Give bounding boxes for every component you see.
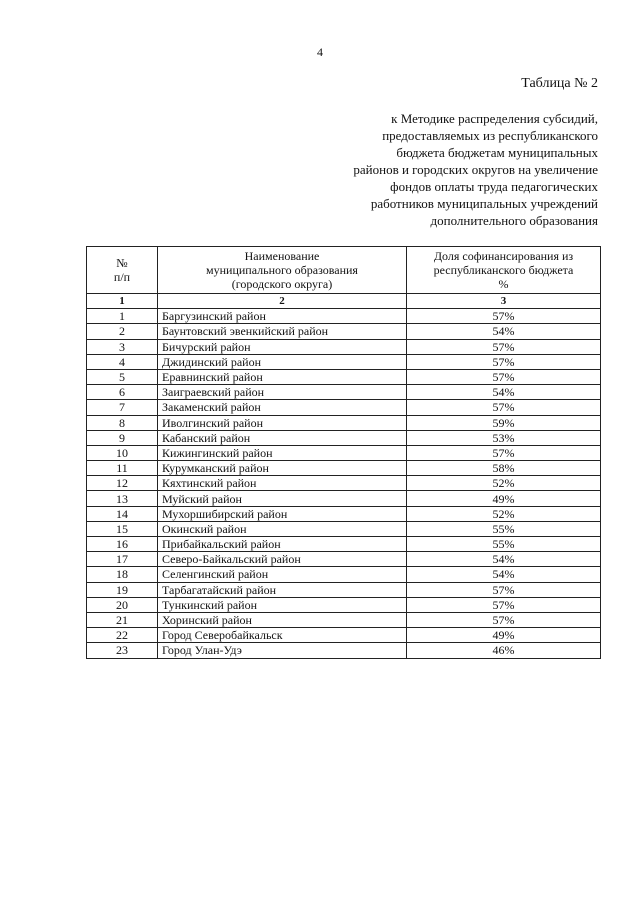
table-row [87,643,601,658]
table-row [87,309,601,324]
table-row [87,354,601,369]
row-municipality: Окинский район [158,521,407,536]
table-row [87,339,601,354]
row-municipality: Селенгинский район [158,567,407,582]
row-municipality: Кабанский район [158,430,407,445]
row-number: 4 [87,354,158,369]
header-number-line: п/п [113,270,131,284]
row-share: 53% [407,430,601,445]
row-municipality: Тарбагатайский район [158,582,407,597]
column-index: 2 [158,294,407,309]
header-municipality-line: муниципального образования [206,263,358,277]
column-index: 3 [407,294,601,309]
row-share: 54% [407,552,601,567]
row-municipality: Хоринский район [158,612,407,627]
row-number: 17 [87,552,158,567]
table-row [87,537,601,552]
header-number [87,247,158,294]
appendix-line: дополнительного образования [430,213,598,228]
row-share: 46% [407,643,601,658]
table-row [87,476,601,491]
header-municipality-line: Наименование [244,249,320,263]
row-number: 21 [87,612,158,627]
row-number: 14 [87,506,158,521]
row-municipality: Город Северобайкальск [158,628,407,643]
row-number: 8 [87,415,158,430]
row-number: 7 [87,400,158,415]
header-share-line: республиканского бюджета [433,263,574,277]
appendix-line: работников муниципальных учреждений [370,196,598,211]
row-municipality: Кижингинский район [158,445,407,460]
row-municipality: Тункинский район [158,597,407,612]
row-municipality: Бичурский район [158,339,407,354]
table-row [87,461,601,476]
header-municipality-line: (городского округа) [231,277,333,291]
appendix-line: предоставляемых из республиканского [382,128,598,143]
appendix-line: районов и городских округов на увеличение [353,162,598,177]
row-number: 2 [87,324,158,339]
row-share: 57% [407,597,601,612]
row-municipality: Джидинский район [158,354,407,369]
row-share: 57% [407,309,601,324]
row-share: 57% [407,354,601,369]
row-municipality: Иволгинский район [158,415,407,430]
table-row [87,369,601,384]
header-number-line: № [116,256,128,270]
appendix-line: к Методике распределения субсидий, [391,111,598,126]
row-number: 11 [87,461,158,476]
row-number: 19 [87,582,158,597]
row-share: 57% [407,612,601,627]
row-number: 20 [87,597,158,612]
subsidy-share-table [86,246,601,659]
row-municipality: Закаменский район [158,400,407,415]
row-share: 59% [407,415,601,430]
table-row [87,445,601,460]
row-municipality: Заиграевский район [158,385,407,400]
row-share: 49% [407,491,601,506]
header-share-line: % [498,277,509,291]
table-header-row [87,247,601,294]
row-municipality: Город Улан-Удэ [158,643,407,658]
table-row [87,567,601,582]
row-number: 15 [87,521,158,536]
page-number: 4 [317,45,323,59]
row-share: 57% [407,400,601,415]
row-number: 10 [87,445,158,460]
row-share: 57% [407,445,601,460]
header-share [407,247,601,294]
row-municipality: Северо-Байкальский район [158,552,407,567]
row-number: 18 [87,567,158,582]
header-municipality [158,247,407,294]
row-share: 57% [407,339,601,354]
row-municipality: Баунтовский эвенкийский район [158,324,407,339]
row-municipality: Баргузинский район [158,309,407,324]
row-number: 12 [87,476,158,491]
row-share: 54% [407,567,601,582]
row-share: 57% [407,369,601,384]
table-row [87,597,601,612]
table-row [87,324,601,339]
row-share: 57% [407,582,601,597]
row-number: 6 [87,385,158,400]
row-municipality: Еравнинский район [158,369,407,384]
row-share: 55% [407,521,601,536]
row-number: 22 [87,628,158,643]
appendix-line: бюджета бюджетам муниципальных [396,145,598,160]
row-number: 9 [87,430,158,445]
table-row [87,552,601,567]
column-index: 1 [87,294,158,309]
table-row [87,582,601,597]
row-share: 49% [407,628,601,643]
table-row [87,506,601,521]
column-index-row [87,294,601,309]
table-row [87,628,601,643]
row-number: 5 [87,369,158,384]
table-row [87,400,601,415]
row-municipality: Кяхтинский район [158,476,407,491]
row-number: 16 [87,537,158,552]
row-share: 54% [407,385,601,400]
row-share: 52% [407,476,601,491]
row-share: 58% [407,461,601,476]
table-row [87,491,601,506]
row-number: 13 [87,491,158,506]
header-share-line: Доля софинансирования из [433,249,574,263]
appendix-caption [258,110,598,229]
table-title: Таблица № 2 [521,76,598,91]
row-share: 55% [407,537,601,552]
row-share: 54% [407,324,601,339]
row-number: 1 [87,309,158,324]
row-municipality: Мухоршибирский район [158,506,407,521]
row-share: 52% [407,506,601,521]
table-body [87,309,601,658]
row-municipality: Муйский район [158,491,407,506]
table-row [87,430,601,445]
table-row [87,521,601,536]
row-municipality: Курумканский район [158,461,407,476]
table-row [87,385,601,400]
row-number: 3 [87,339,158,354]
table-row [87,415,601,430]
row-municipality: Прибайкальский район [158,537,407,552]
row-number: 23 [87,643,158,658]
table-row [87,612,601,627]
appendix-line: фондов оплаты труда педагогических [390,179,598,194]
